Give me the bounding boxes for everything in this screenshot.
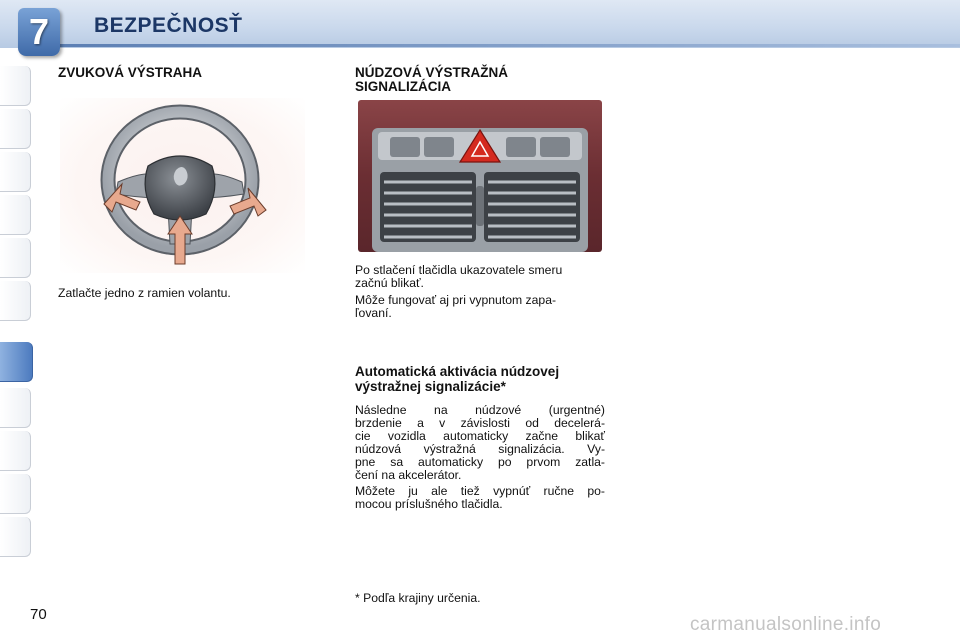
chapter-side-tabs bbox=[0, 66, 34, 576]
hazard-para2-line1: Môže fungovať aj pri vypnutom zapa- bbox=[355, 293, 557, 307]
side-tab-6[interactable] bbox=[0, 281, 31, 321]
auto-hazard-para3-line4: núdzová výstražná signalizácia. Vy- bbox=[355, 442, 605, 456]
hazard-para2-line2: ľovaní. bbox=[355, 306, 392, 320]
side-tab-2[interactable] bbox=[0, 109, 31, 149]
footnote: * Podľa krajiny určenia. bbox=[355, 591, 481, 605]
right-switch-2 bbox=[540, 137, 570, 157]
side-tab-11[interactable] bbox=[0, 517, 31, 557]
auto-hazard-para4-line1: Môžete ju ale tiež vypnúť ručne po- bbox=[355, 484, 605, 498]
hazard-para1-line2: začnú blikať. bbox=[355, 276, 424, 290]
auto-hazard-para3-line5: pne sa automaticky po prvom zatla- bbox=[355, 455, 605, 469]
side-tab-4[interactable] bbox=[0, 195, 31, 235]
hazard-switch-photo bbox=[358, 100, 602, 252]
airbag-hub bbox=[145, 156, 215, 220]
hazard-heading-line2: SIGNALIZÁCIA bbox=[355, 79, 451, 94]
page-number: 70 bbox=[30, 606, 47, 623]
auto-hazard-subheading-line2: výstražnej signalizácie* bbox=[355, 379, 506, 394]
auto-hazard-para3-line2: brzdenie a v závislosti od decelerá- bbox=[355, 416, 605, 430]
auto-hazard-subheading-line1: Automatická aktivácia núdzovej bbox=[355, 364, 560, 379]
left-switch-1 bbox=[390, 137, 420, 157]
chapter-number: 7 bbox=[28, 11, 50, 52]
side-tab-7-active[interactable] bbox=[0, 342, 33, 382]
hazard-heading-line1: NÚDZOVÁ VÝSTRAŽNÁ bbox=[355, 65, 509, 80]
side-tab-5[interactable] bbox=[0, 238, 31, 278]
side-tab-9[interactable] bbox=[0, 431, 31, 471]
page-title: BEZPEČNOSŤ bbox=[94, 14, 243, 37]
auto-hazard-para3-line3: cie vozidla automaticky začne blikať bbox=[355, 429, 605, 443]
horn-heading: ZVUKOVÁ VÝSTRAHA bbox=[58, 65, 203, 80]
auto-hazard-para4-line2: mocou príslušného tlačidla. bbox=[355, 497, 503, 511]
side-tab-8[interactable] bbox=[0, 388, 31, 428]
right-switch-1 bbox=[506, 137, 536, 157]
vent-center-knob bbox=[476, 186, 484, 226]
chapter-tab bbox=[18, 8, 60, 56]
auto-hazard-para3-line6: čení na akcelerátor. bbox=[355, 468, 462, 482]
side-tab-10[interactable] bbox=[0, 474, 31, 514]
hazard-para1-line1: Po stlačení tlačidla ukazovatele smeru bbox=[355, 263, 563, 277]
watermark: carmanualsonline.info bbox=[690, 614, 882, 635]
steering-wheel-svg bbox=[60, 98, 305, 273]
side-tab-3[interactable] bbox=[0, 152, 31, 192]
side-tab-1[interactable] bbox=[0, 66, 31, 106]
left-switch-2 bbox=[424, 137, 454, 157]
horn-caption: Zatlačte jedno z ramien volantu. bbox=[58, 286, 231, 300]
steering-wheel-illustration bbox=[60, 98, 305, 273]
auto-hazard-para3-line1: Následne na núdzové (urgentné) bbox=[355, 403, 605, 417]
dashboard-vent-svg bbox=[358, 100, 602, 252]
